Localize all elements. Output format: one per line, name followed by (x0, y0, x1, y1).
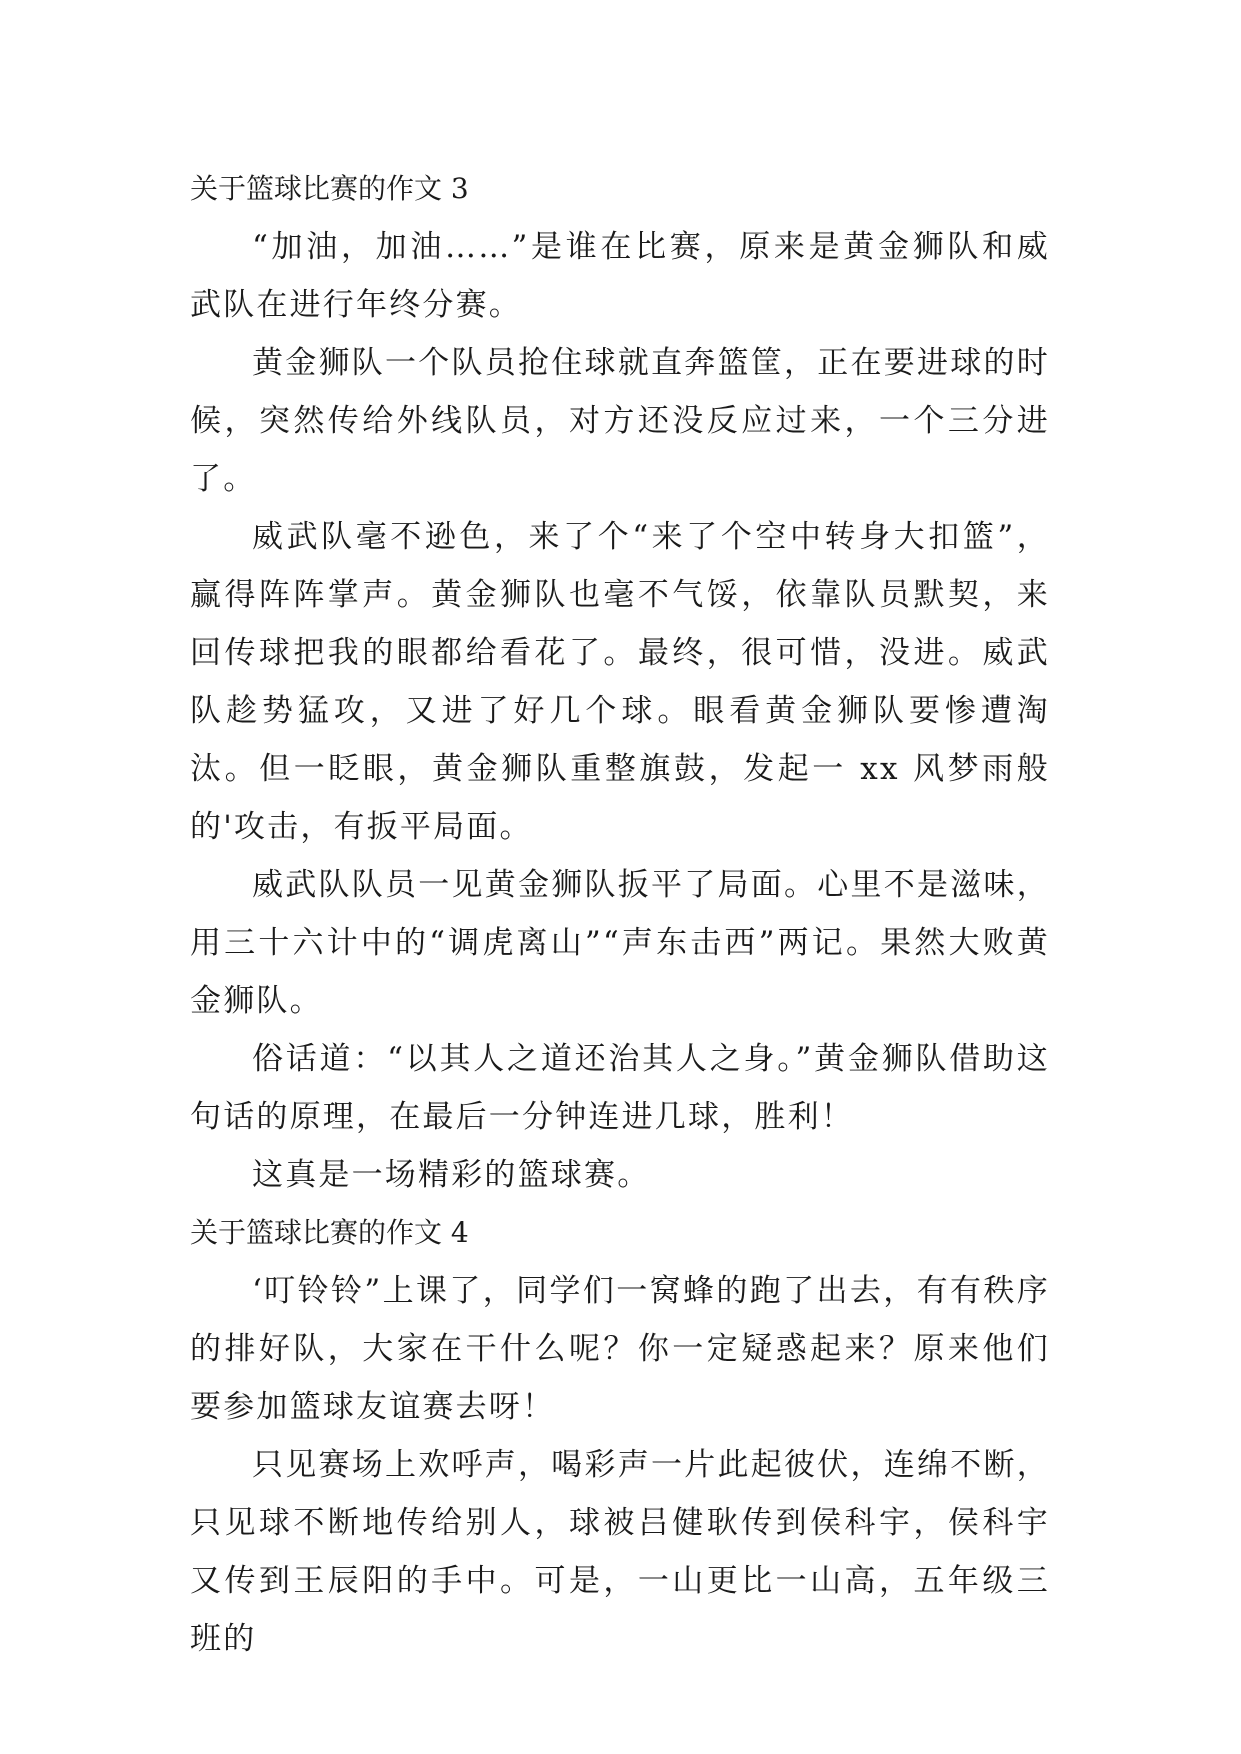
document-page (190, 160, 1050, 1668)
essay-section-3 (190, 160, 1050, 1204)
paragraph: 威武队队员一见黄金狮队扳平了局面。心里不是滋味，用三十六计中的“调虎离山”“声东击西”两记。果然大败黄金狮队。 (190, 867, 1050, 1019)
essay-title: 关于篮球比赛的作文 3 (190, 172, 469, 205)
paragraph: “加油，加油……”是谁在比赛，原来是黄金狮队和威武队在进行年终分赛。 (190, 229, 1050, 323)
paragraph: 黄金狮队一个队员抢住球就直奔篮筐，正在要进球的时候，突然传给外线队员，对方还没反应过来，一个三分进了。 (190, 345, 1050, 497)
paragraph: 只见赛场上欢呼声，喝彩声一片此起彼伏，连绵不断，只见球不断地传给别人，球被吕健耿传到侯科宇，侯科宇又传到王辰阳的手中。可是，一山更比一山高，五年级三班的 (190, 1447, 1050, 1657)
essay-section-4 (190, 1204, 1050, 1668)
paragraph: 俗话道：“以其人之道还治其人之身。”黄金狮队借助这句话的原理，在最后一分钟连进几球，胜利！ (190, 1041, 1050, 1135)
paragraph: 这真是一场精彩的篮球赛。 (252, 1157, 651, 1193)
paragraph: 威武队毫不逊色，来了个“来了个空中转身大扣篮”，赢得阵阵掌声。黄金狮队也毫不气馁，依靠队员默契，来回传球把我的眼都给看花了。最终，很可惜，没进。威武队趁势猛攻，又进了好几个球。眼看黄金狮队要惨遭淘汰。但一眨眼，黄金狮队重整旗鼓，发起一 xx 风梦雨般的'攻击，有扳平局面。 (190, 519, 1050, 845)
paragraph: ‘叮铃铃”上课了，同学们一窝蜂的跑了出去，有有秩序的排好队，大家在干什么呢？你一定疑惑起来？原来他们要参加篮球友谊赛去呀！ (190, 1273, 1050, 1425)
essay-title: 关于篮球比赛的作文 4 (190, 1216, 469, 1249)
